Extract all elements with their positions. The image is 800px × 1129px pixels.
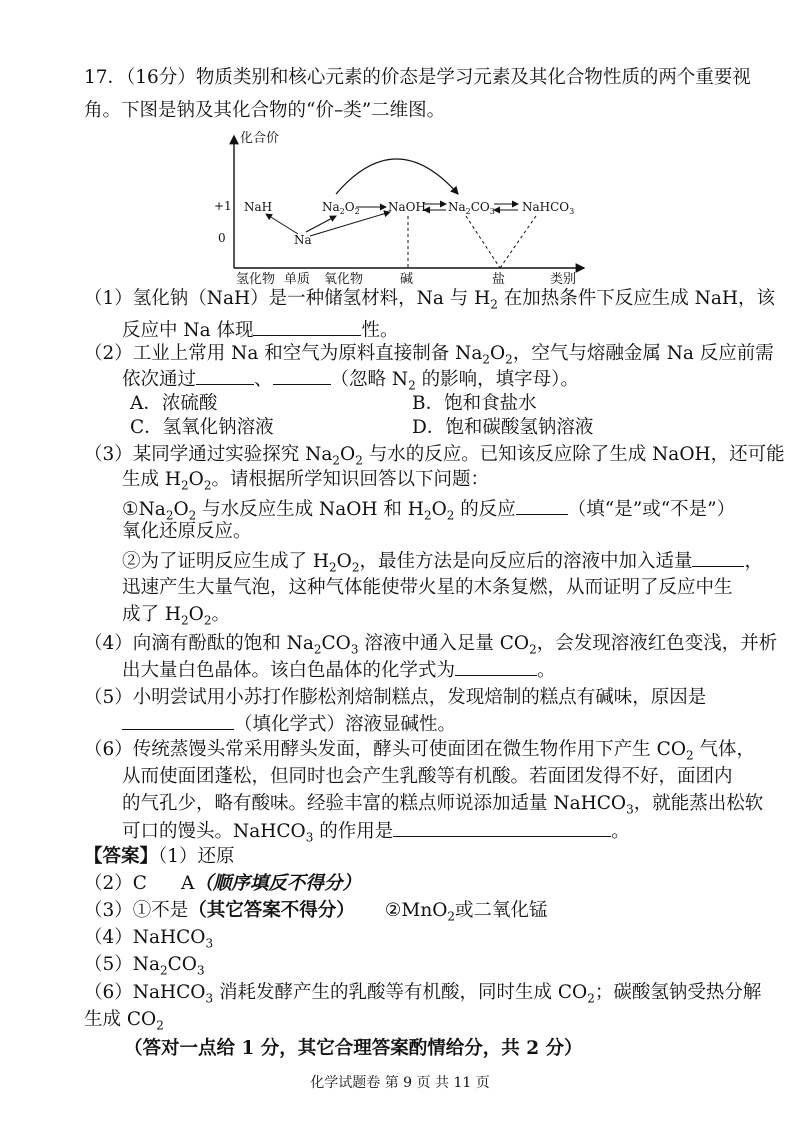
q2-blank-1[interactable] [196,366,254,385]
q6-line-2: 从而使面团蓬松，但同时也会产生乳酸等有机酸。若面团发得不好，面团内 [122,766,733,787]
answer-line-7: 生成 $CO_2$ [84,1009,164,1033]
q4-blank[interactable] [455,657,537,676]
q3-part1-line-1: $①Na_2O_2$ 与水反应生成 NaOH 和 $H_2O_2$ 的反应 （填“是”或“不是”） [122,496,735,522]
q1-line-2: 反应中 Na 体现 性。 [122,317,399,343]
q2-option-d: D．饱和碳酸氢钠溶液 [412,417,594,438]
q2-line-1: （2）工业上常用 Na 和空气为原料直接制备 $Na_2O_2$，空气与熔融金属 Na 反应前需 [84,343,774,367]
arrow-na2o2-to-na2co3-curve [336,159,458,194]
q4-line-2: 出大量白色晶体。该白色晶体的化学式为 。 [122,657,556,683]
q5-line-2: （填化学式）溶液显碱性。 [122,711,456,737]
answer-line-2: （2）C A（顺序填反不得分） [84,873,361,894]
y-tick-plus1: +1 [214,199,232,213]
arrow-na-to-nah [266,214,298,234]
q2-line-2: 依次通过 、 （忽略 $N_2$ 的影响，填字母）。 [122,366,579,392]
q3-line-2: 生成 $H_2O_2$。请根据所学知识回答以下问题： [122,469,489,493]
species-nahco3: NaHCO$_3$ [522,200,575,216]
question-number: 17．（16分） [84,67,196,88]
answer-line-6: （6）NaHCO$_3$ 消耗发酵产生的乳酸等有机酸，同时生成 $CO_2$；碳酸氢钠受热分解 [84,982,762,1006]
species-na: Na [294,233,312,247]
q6-line-4: 可口的馒头。NaHCO$_3$ 的作用是 。 [122,818,630,844]
q6-blank[interactable] [393,818,611,837]
guide-salt-right [500,216,536,268]
answer-line-3: （3）①不是（其它答案不得分） ②MnO$_2$或二氧化锰 [84,900,548,924]
answer-heading: 【答案】 [84,846,159,867]
x-category-oxide: 氧化物 [324,272,364,286]
q2-option-b: B．饱和食盐水 [412,393,537,414]
question-intro-line-2: 角。下图是钠及其化合物的“价–类”二维图。 [84,100,446,121]
q5-blank[interactable] [122,711,234,730]
guide-salt-left [466,216,500,268]
species-na2co3: $Na_2CO_3$ [448,200,495,216]
q6-line-3: 的气孔少，略有酸味。经验丰富的糕点师说添加适量 NaHCO$_3$，就能蒸出松软 [122,793,764,817]
x-category-hydride: 氢化物 [236,272,276,286]
q3-part2-blank[interactable] [692,548,744,567]
species-nah: NaH [244,200,273,214]
q1-blank[interactable] [253,317,361,336]
q2-blank-2[interactable] [273,366,331,385]
species-na2o2: $Na_2O_2$ [322,200,360,216]
q2-option-c: C．氢氧化钠溶液 [130,417,274,438]
q4-line-1: （4）向滴有酚酞的饱和 $Na_2CO_3$ 溶液中通入足量 $CO_2$，会发现溶液红色变浅，并析 [84,633,778,657]
q6-line-1: （6）传统蒸馒头常采用酵头发面，酵头可使面团在微生物作用下产生 $CO_2$ 气体， [84,739,756,763]
answer-scoring-note: （答对一点给 1 分，其它合理答案酌情给分，共 2 分） [124,1038,583,1059]
q3-part2-line-1: ②为了证明反应生成了 $H_2O_2$，最佳方法是向反应后的溶液中加入适量 ， [122,548,763,574]
q3-part2-line-3: 成了 $H_2O_2$。 [122,604,230,628]
y-axis-label: 化合价 [240,131,280,146]
q1-line-1: （1）氢化钠（NaH）是一种储氢材料，Na 与 $H_2$ 在加热条件下反应生成 NaH，该 [84,288,776,312]
x-category-base: 碱 [400,272,414,286]
answer-line-5: $(5)Na_2CO_3$ [84,954,205,978]
page-footer: 化学试题卷 第 9 页 共 11 页 [310,1075,490,1091]
answer-line-1: 【答案】（1）还原 [84,846,235,867]
q3-part1-blank[interactable] [516,496,568,515]
q5-line-1: （5）小明尝试用小苏打作膨松剂焙制糕点，发现焙制的糕点有碱味，原因是 [84,687,707,708]
x-category-element: 单质 [284,272,311,286]
answer-line-4: （4）NaHCO$_3$ [84,927,214,951]
x-category-salt: 盐 [492,272,506,286]
q2-option-a: A．浓硫酸 [130,393,218,414]
y-tick-zero: 0 [218,231,226,245]
q3-part1-line-2: 氧化还原反应。 [122,521,252,542]
valence-category-diagram [210,128,590,286]
q3-line-1: （3）某同学通过实验探究 $Na_2O_2$ 与水的反应。已知该反应除了生成 NaOH，还可能 [84,444,785,468]
q3-part2-line-2: 迅速产生大量气泡，这种气体能使带火星的木条复燃，从而证明了反应中生 [122,577,733,598]
x-axis-label: 类别 [550,272,577,286]
question-intro-line-1: 17．（16分）物质类别和核心元素的价态是学习元素及其化合物性质的两个重要视 [84,67,751,88]
species-naoh: NaOH [388,200,426,214]
